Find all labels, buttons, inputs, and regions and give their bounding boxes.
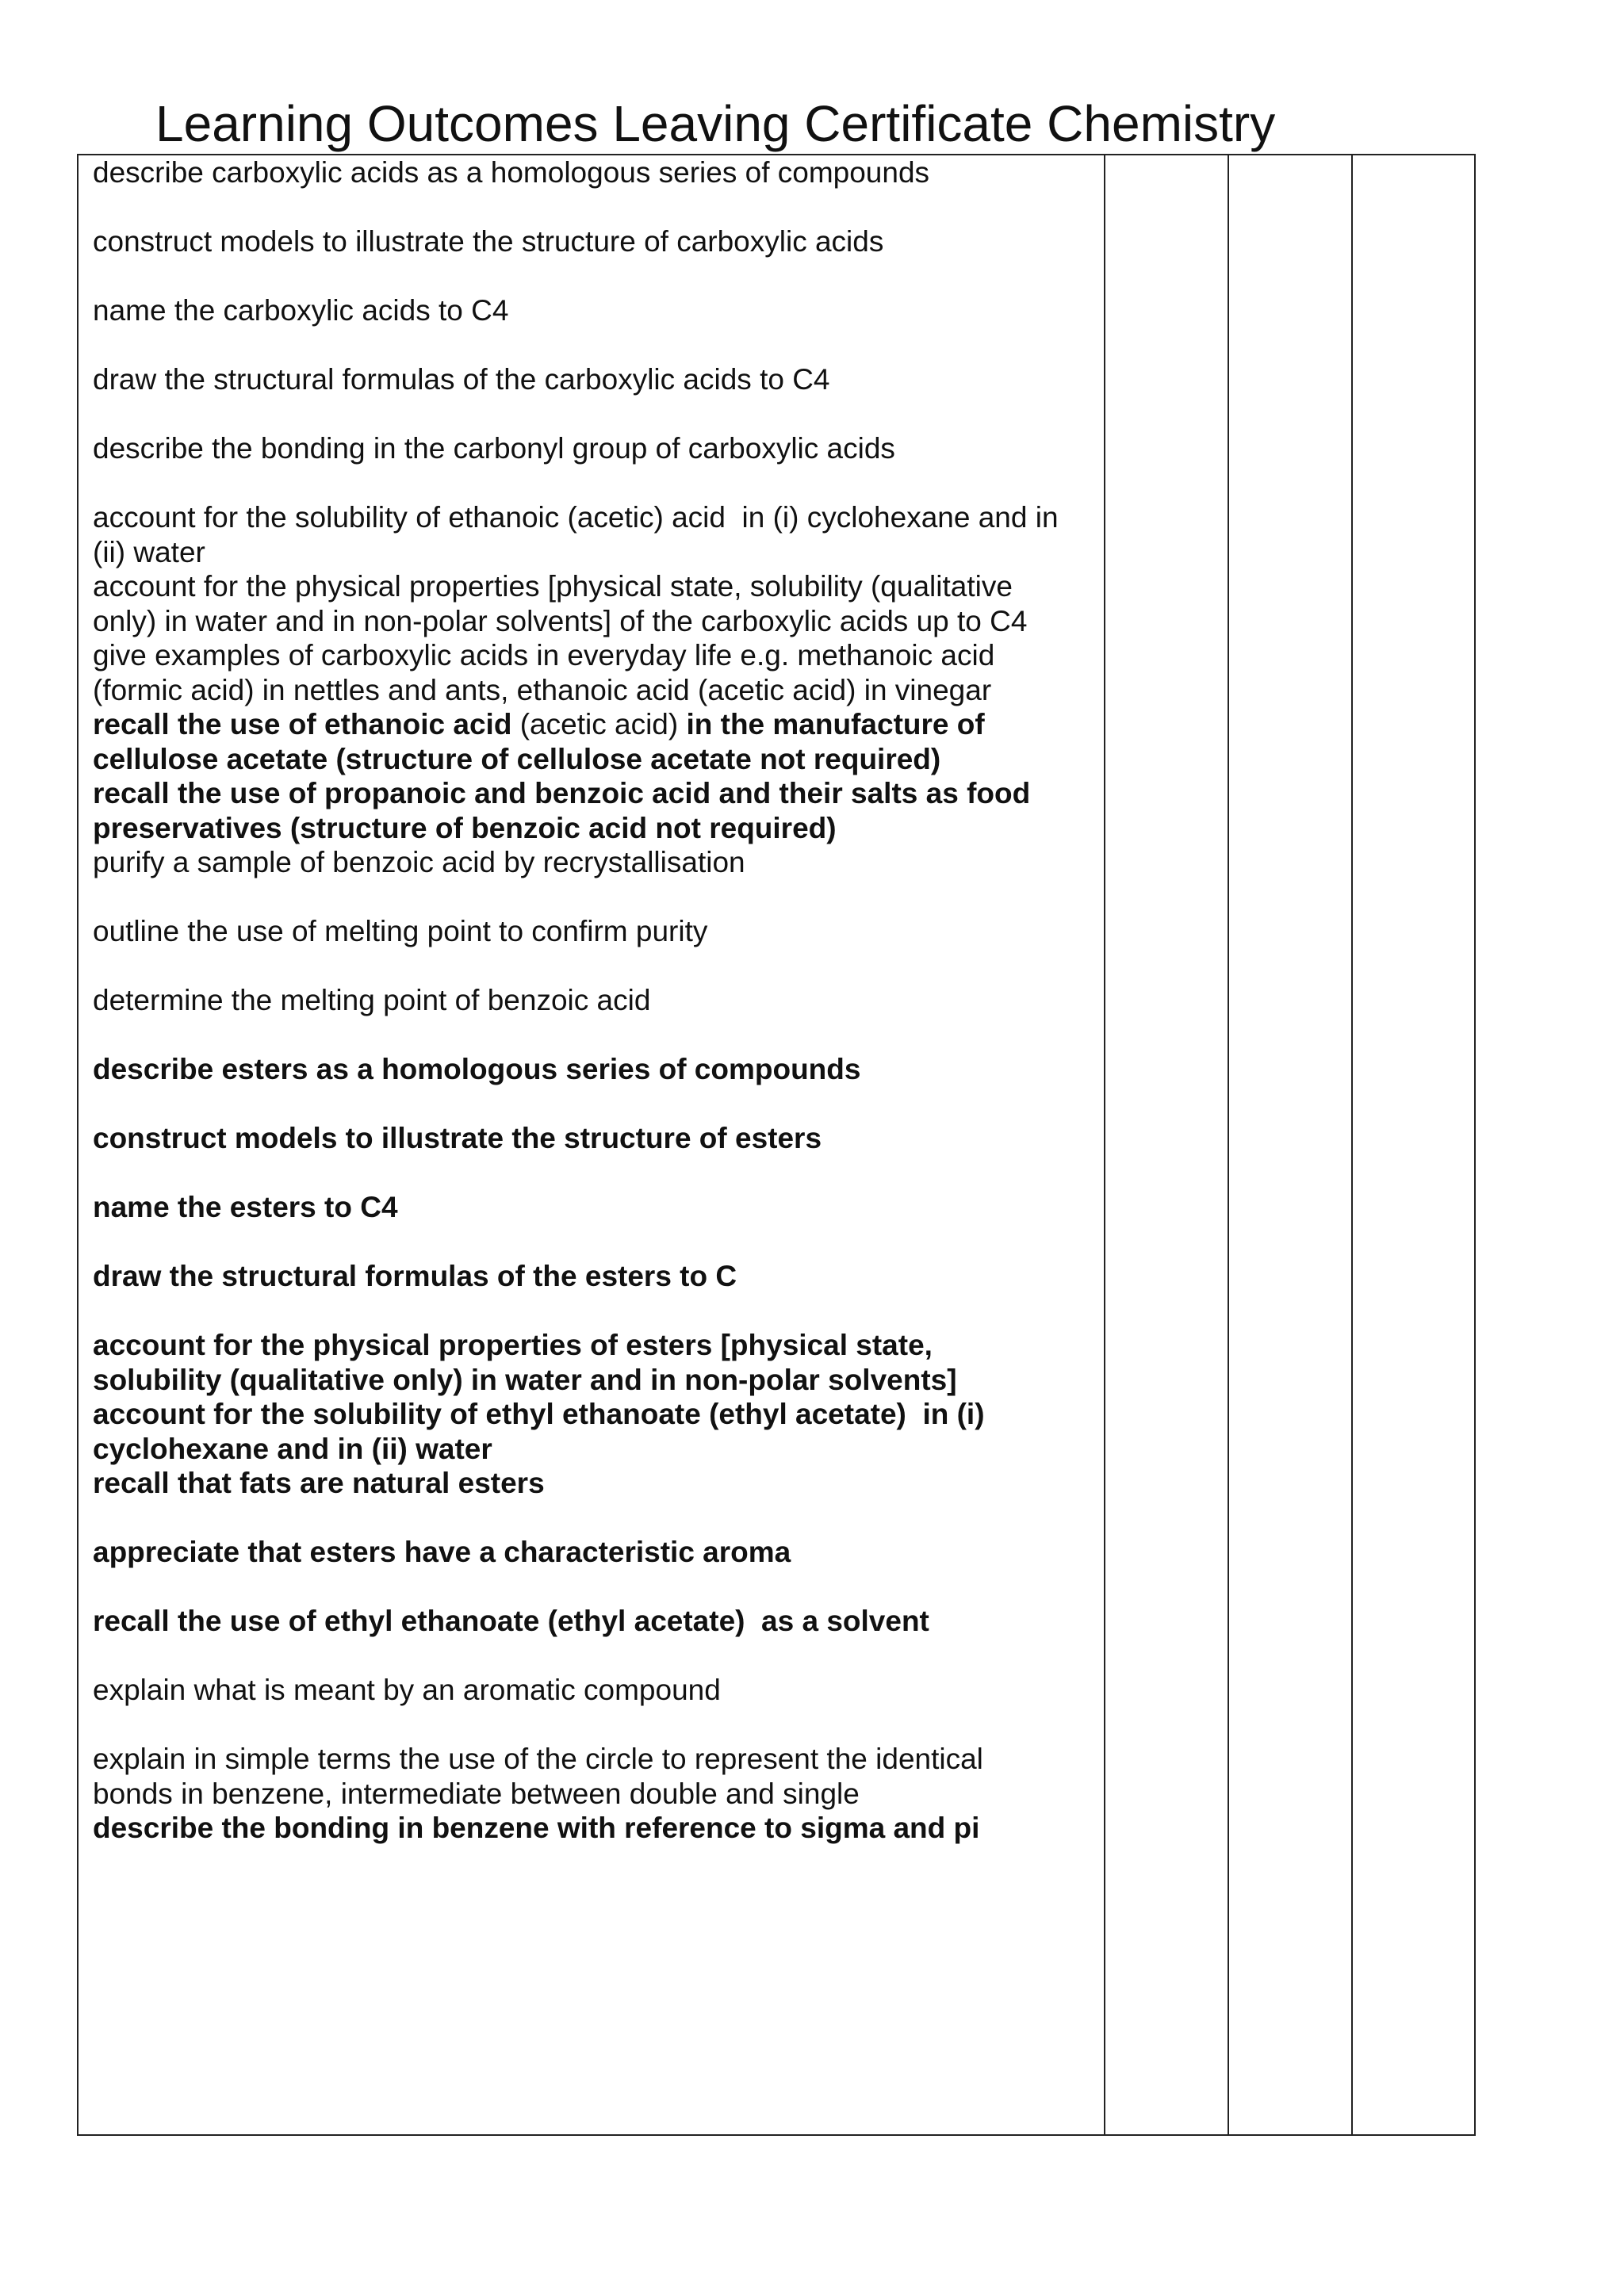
outcome-item	[93, 500, 1092, 569]
outcome-item	[93, 1535, 1092, 1604]
outcome-text: describe carboxylic acids as a homologous series of compounds	[93, 156, 930, 189]
outcome-text: purify a sample of benzoic acid by recrystallisation	[93, 846, 745, 878]
outcome-text: account for the solubility of ethyl ethanoate (ethyl acetate) in (i) cyclohexane and in (ii) water	[93, 1398, 985, 1465]
outcome-text: recall the use of ethyl ethanoate (ethyl acetate) as a solvent	[93, 1605, 929, 1637]
outcome-text: recall the use of propanoic and benzoic acid and their salts as food preservatives (structure of benzoic acid not required)	[93, 777, 1031, 844]
page-title: Learning Outcomes Leaving Certificate Chemistry	[155, 95, 1276, 152]
outcome-text: draw the structural formulas of the carboxylic acids to C4	[93, 363, 830, 396]
outcome-item	[93, 1190, 1092, 1259]
outcome-text: account for the physical properties [physical state, solubility (qualitative only) in water and in non-polar solvents] of the carboxylic acids up to C4	[93, 570, 1028, 637]
outcome-text: account for the solubility of ethanoic (acetic) acid in (i) cyclohexane and in (ii) water	[93, 501, 1059, 568]
outcome-text: (acetic acid)	[511, 708, 687, 740]
outcome-text: account for the physical properties of esters [physical state, solubility (qualitative only) in water and in non-polar solvents]	[93, 1329, 957, 1396]
outcome-text: name the esters to C4	[93, 1191, 398, 1223]
outcome-item	[93, 845, 1092, 914]
outcomes-table	[77, 154, 1476, 2136]
outcome-text: draw the structural formulas of the esters to C	[93, 1260, 737, 1292]
outcome-item	[93, 293, 1092, 362]
outcome-text: recall that fats are natural esters	[93, 1467, 545, 1499]
outcome-item	[93, 914, 1092, 983]
outcome-item	[93, 638, 1092, 707]
outcome-item	[93, 1052, 1092, 1121]
outcome-text: describe esters as a homologous series of compounds	[93, 1053, 861, 1085]
outcome-item	[93, 776, 1092, 845]
outcome-text: name the carboxylic acids to C4	[93, 294, 509, 327]
outcome-item	[93, 1811, 1092, 1880]
outcome-text: appreciate that esters have a characteristic aroma	[93, 1536, 791, 1568]
outcome-item	[93, 1259, 1092, 1328]
outcome-item	[93, 1673, 1092, 1742]
outcome-text: in the manufacture of cellulose acetate (structure of cellulose acetate not required)	[93, 708, 985, 775]
column-divider	[1228, 155, 1229, 2134]
outcome-item	[93, 362, 1092, 431]
outcome-text: describe the bonding in benzene with reference to sigma and pi	[93, 1812, 980, 1844]
outcome-text: give examples of carboxylic acids in everyday life e.g. methanoic acid (formic acid) in nettles and ants, ethanoic acid (acetic acid) in vinegar	[93, 639, 995, 706]
outcome-text: outline the use of melting point to confirm purity	[93, 915, 708, 947]
outcome-item	[93, 707, 1092, 776]
column-divider	[1104, 155, 1105, 2134]
outcome-item	[93, 1121, 1092, 1190]
outcome-text: explain what is meant by an aromatic compound	[93, 1674, 721, 1706]
outcome-text: recall the use of ethanoic acid	[93, 708, 512, 740]
outcome-item	[93, 1604, 1092, 1673]
outcome-item	[93, 983, 1092, 1052]
outcomes-list	[93, 155, 1092, 1880]
outcome-item	[93, 1328, 1092, 1397]
outcome-text: explain in simple terms the use of the circle to represent the identical bonds in benzene, intermediate between double and single	[93, 1743, 983, 1810]
outcome-text: construct models to illustrate the structure of esters	[93, 1122, 822, 1154]
outcome-item	[93, 569, 1092, 638]
outcome-item	[93, 155, 1092, 224]
column-divider	[1351, 155, 1353, 2134]
outcome-text: construct models to illustrate the structure of carboxylic acids	[93, 225, 884, 258]
outcome-text: determine the melting point of benzoic acid	[93, 984, 651, 1016]
outcome-item	[93, 1742, 1092, 1811]
outcome-item	[93, 1466, 1092, 1535]
outcome-text: describe the bonding in the carbonyl group of carboxylic acids	[93, 432, 895, 465]
outcome-item	[93, 1397, 1092, 1466]
outcome-item	[93, 431, 1092, 500]
outcome-item	[93, 224, 1092, 293]
